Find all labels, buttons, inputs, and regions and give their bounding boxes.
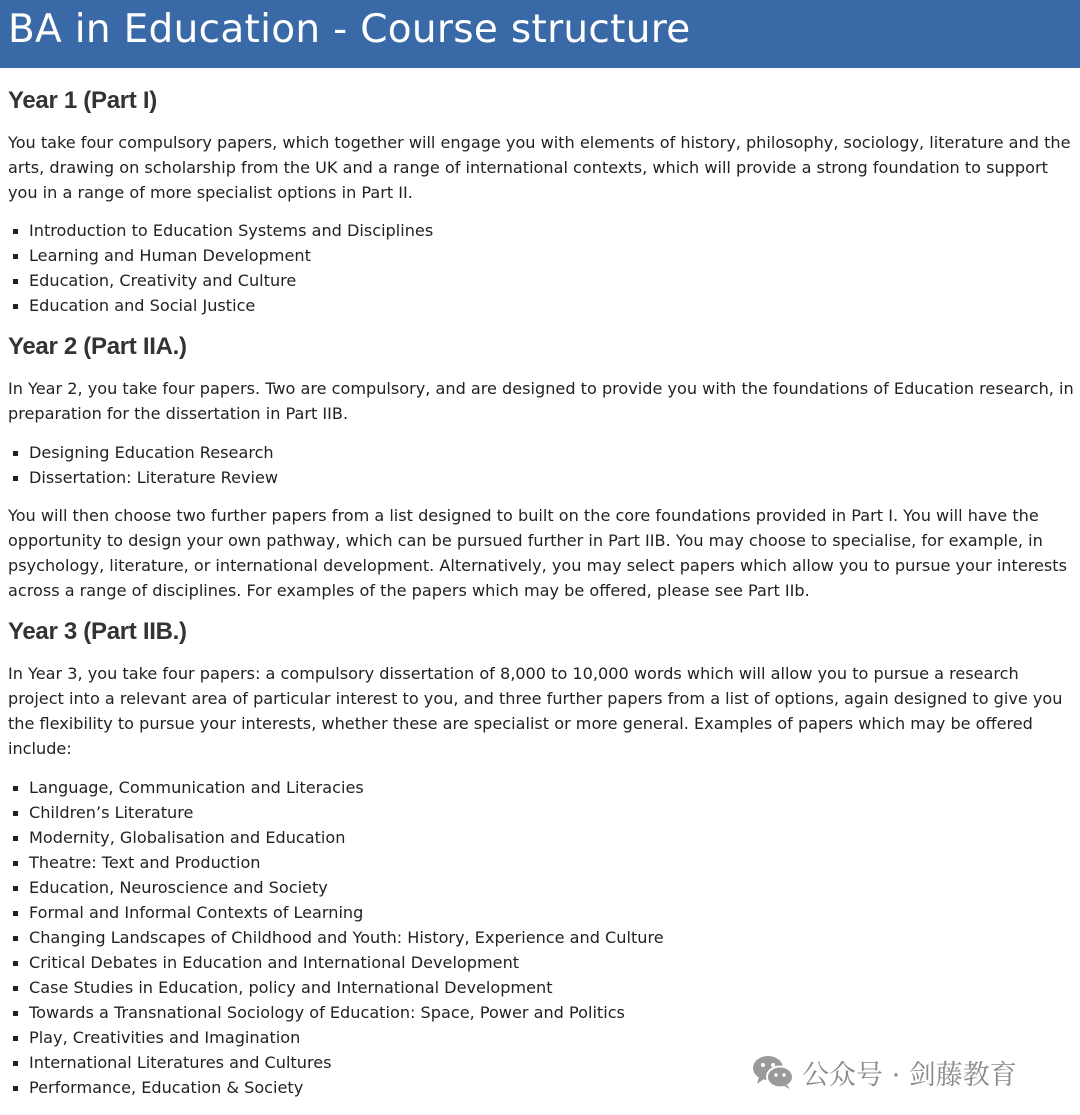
list-item: Children’s Literature [8,800,1074,825]
course-content [0,87,1080,1100]
list-item: Performance, Education & Society [8,1075,1074,1100]
list-item: Introduction to Education Systems and Disciplines [8,218,1074,243]
year2-paper-list [8,440,1074,490]
year2-heading: Year 2 (Part IIA.) [8,333,187,360]
list-item: Modernity, Globalisation and Education [8,825,1074,850]
list-item: Dissertation: Literature Review [8,465,1074,490]
list-item: Formal and Informal Contexts of Learning [8,900,1074,925]
list-item: Learning and Human Development [8,243,1074,268]
year1-heading: Year 1 (Part I) [8,87,157,114]
year2-section [8,333,1074,603]
list-item: Designing Education Research [8,440,1074,465]
year2-intro-paragraph: In Year 2, you take four papers. Two are compulsory, and are designed to provide you with the foundations of Education research, in preparation for the dissertation in Part IIB. [8,379,1074,423]
year1-paper-list [8,218,1074,318]
year3-heading: Year 3 (Part IIB.) [8,618,187,645]
list-item: Changing Landscapes of Childhood and Youth: History, Experience and Culture [8,925,1074,950]
list-item: Education, Creativity and Culture [8,268,1074,293]
title-banner [0,0,1080,68]
year2-options-paragraph: You will then choose two further papers from a list designed to built on the core foundations provided in Part I. You will have the opportunity to design your own pathway, which can be pursued further in Part IIB. You may choose to specialise, for example, in psychology, literature, or international development. Alternatively, you may select papers which allow you to pursue your interests across a range of disciplines. For examples of the papers which may be offered, please see Part IIb. [8,506,1067,600]
watermark-text: 公众号 · 剑藤教育 [802,1059,1017,1091]
year1-paragraph: You take four compulsory papers, which together will engage you with elements of history, philosophy, sociology, literature and the arts, drawing on scholarship from the UK and a range of international contexts, which will provide a strong foundation to support you in a range of more specialist options in Part II. [8,133,1071,202]
list-item: Education and Social Justice [8,293,1074,318]
list-item: Towards a Transnational Sociology of Education: Space, Power and Politics [8,1000,1074,1025]
list-item: Theatre: Text and Production [8,850,1074,875]
wechat-icon [752,1054,794,1090]
year3-paragraph: In Year 3, you take four papers: a compulsory dissertation of 8,000 to 10,000 words which will allow you to pursue a research project into a relevant area of particular interest to you, and three further papers from a list of options, again designed to give you the flexibility to pursue your interests, whether these are specialist or more general. Examples of papers which may be offered include: [8,664,1063,758]
list-item: Case Studies in Education, policy and International Development [8,975,1074,1000]
list-item: Critical Debates in Education and International Development [8,950,1074,975]
list-item: Language, Communication and Literacies [8,775,1074,800]
page-title: BA in Education - Course structure [8,7,691,52]
list-item: International Literatures and Cultures [8,1050,1074,1075]
list-item: Education, Neuroscience and Society [8,875,1074,900]
year1-section [8,87,1074,318]
year3-section [8,618,1074,1100]
list-item: Play, Creativities and Imagination [8,1025,1074,1050]
watermark [752,1052,1017,1092]
